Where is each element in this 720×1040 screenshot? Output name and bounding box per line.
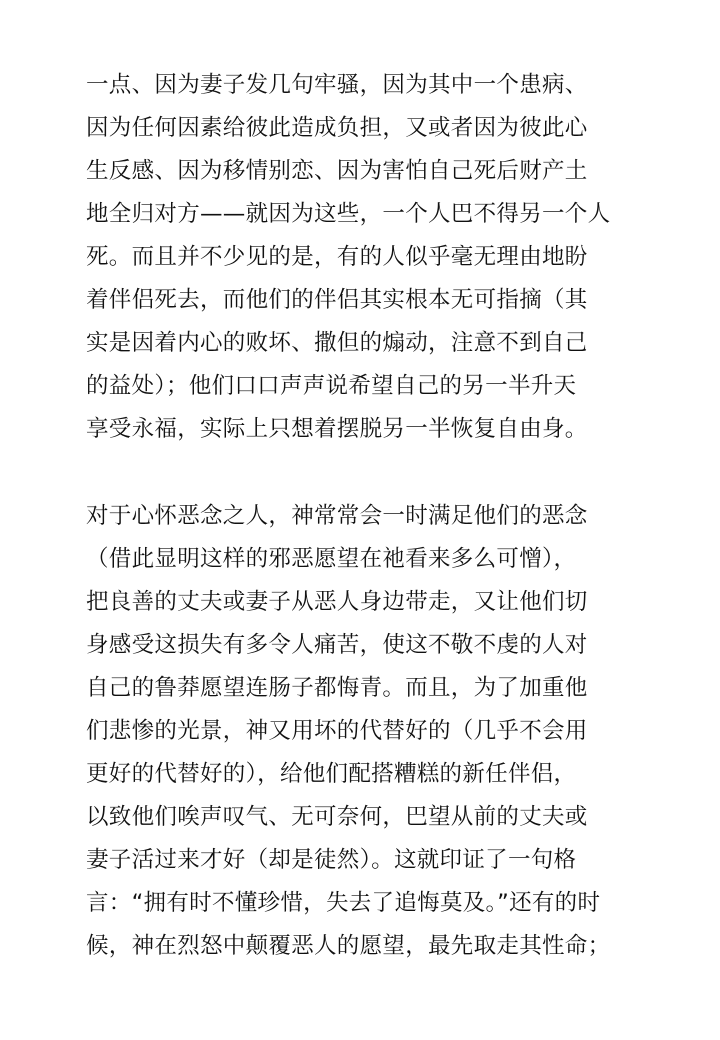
text-line: 以致他们唉声叹气、无可奈何，巴望从前的丈夫或 xyxy=(86,804,588,830)
text-line: （借此显明这样的邪恶愿望在祂看来多么可憎）， xyxy=(86,546,577,572)
text-line: 的益处）；他们口口声声说希望自己的另一半升天 xyxy=(86,373,577,399)
text-line: 更好的代替好的），给他们配搭糟糕的新任伴侣， xyxy=(86,761,577,787)
text-line: 一点、因为妻子发几句牢骚，因为其中一个患病、 xyxy=(86,72,588,98)
text-line: 地全归对方——就因为这些，一个人巴不得另一个人 xyxy=(86,201,611,227)
text-line: 们悲惨的光景，神又用坏的代替好的（几乎不会用 xyxy=(86,718,588,744)
text-line: 对于心怀恶念之人，神常常会一时满足他们的恶念 xyxy=(86,503,588,529)
text-line: 着伴侣死去，而他们的伴侣其实根本无可指摘（其 xyxy=(86,287,588,313)
text-line: 自己的鲁莽愿望连肠子都悔青。而且，为了加重他 xyxy=(86,675,588,701)
text-line: 生反感、因为移情别恋、因为害怕自己死后财产土 xyxy=(86,158,588,184)
text-line: 身感受这损失有多令人痛苦，使这不敬不虔的人对 xyxy=(86,632,588,658)
paragraph-1 xyxy=(86,64,646,451)
text-line: 享受永福，实际上只想着摆脱另一半恢复自由身。 xyxy=(86,416,588,442)
text-line: 言：“拥有时不懂珍惜，失去了追悔莫及。”还有的时 xyxy=(86,890,601,916)
text-line: 实是因着内心的败坏、撒但的煽动，注意不到自己 xyxy=(86,330,588,356)
text-line: 妻子活过来才好（却是徒然）。这就印证了一句格 xyxy=(86,847,577,873)
text-line: 把良善的丈夫或妻子从恶人身边带走，又让他们切 xyxy=(86,589,588,615)
text-line: 死。而且并不少见的是，有的人似乎毫无理由地盼 xyxy=(86,244,588,270)
text-line: 因为任何因素给彼此造成负担，又或者因为彼此心 xyxy=(86,115,588,141)
paragraph-2 xyxy=(86,495,646,968)
text-line: 候，神在烈怒中颠覆恶人的愿望，最先取走其性命； xyxy=(86,933,611,959)
